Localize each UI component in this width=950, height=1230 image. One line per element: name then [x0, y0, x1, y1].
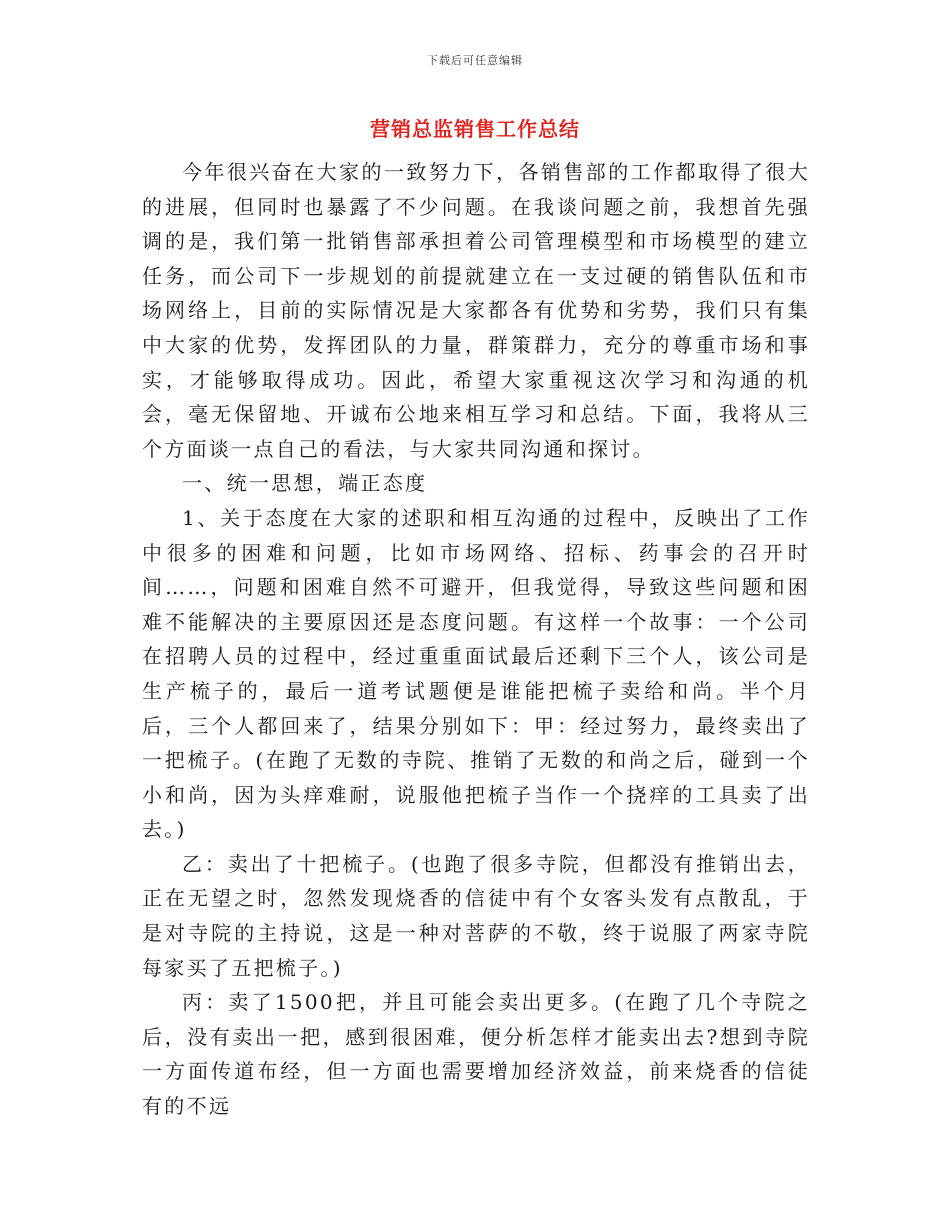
section-heading: 一、统一思想，端正态度: [182, 471, 428, 496]
document-title: 营销总监销售工作总结: [370, 117, 580, 141]
paragraph-candidate-c: 丙：卖了1500把，并且可能会卖出更多。(在跑了几个寺院之后，没有卖出一把，感到很困难，便分析怎样才能卖出去?想到寺院一方面传道布经，但一方面也需要增加经济效益，前来烧香的信徒有的不远: [142, 990, 810, 1119]
header-note: 下载后可任意编辑: [427, 54, 523, 67]
paragraph-attitude: 1、关于态度在大家的述职和相互沟通的过程中，反映出了工作中很多的困难和问题，比如市场网络、招标、药事会的召开时间……，问题和困难自然不可避开，但我觉得，导致这些问题和困难不能解决的主要原因还是态度问题。有这样一个故事：一个公司在招聘人员的过程中，经过重重面试最后还剩下三个人，该公司是生产梳子的，最后一道考试题便是谁能把梳子卖给和尚。半个月后，三个人都回来了，结果分别如下：甲：经过努力，最终卖出了一把梳子。(在跑了无数的寺院、推销了无数的和尚之后，碰到一个小和尚，因为头痒难耐，说服他把梳子当作一个挠痒的工具卖了出去。): [142, 505, 810, 842]
paragraph-intro: 今年很兴奋在大家的一致努力下，各销售部的工作都取得了很大的进展，但同时也暴露了不少问题。在我谈问题之前，我想首先强调的是，我们第一批销售部承担着公司管理模型和市场模型的建立任务，而公司下一步规划的前提就建立在一支过硬的销售队伍和市场网络上，目前的实际情况是大家都各有优势和劣势，我们只有集中大家的优势，发挥团队的力量，群策群力，充分的尊重市场和事实，才能够取得成功。因此，希望大家重视这次学习和沟通的机会，毫无保留地、开诚布公地来相互学习和总结。下面，我将从三个方面谈一点自己的看法，与大家共同沟通和探讨。: [142, 160, 810, 461]
document-body: [142, 155, 810, 1124]
paragraph-candidate-b: 乙：卖出了十把梳子。(也跑了很多寺院，但都没有推销出去，正在无望之时，忽然发现烧香的信徒中有个女客头发有点散乱，于是对寺院的主持说，这是一种对菩萨的不敬，终于说服了两家寺院每家买了五把梳子。): [142, 851, 810, 980]
